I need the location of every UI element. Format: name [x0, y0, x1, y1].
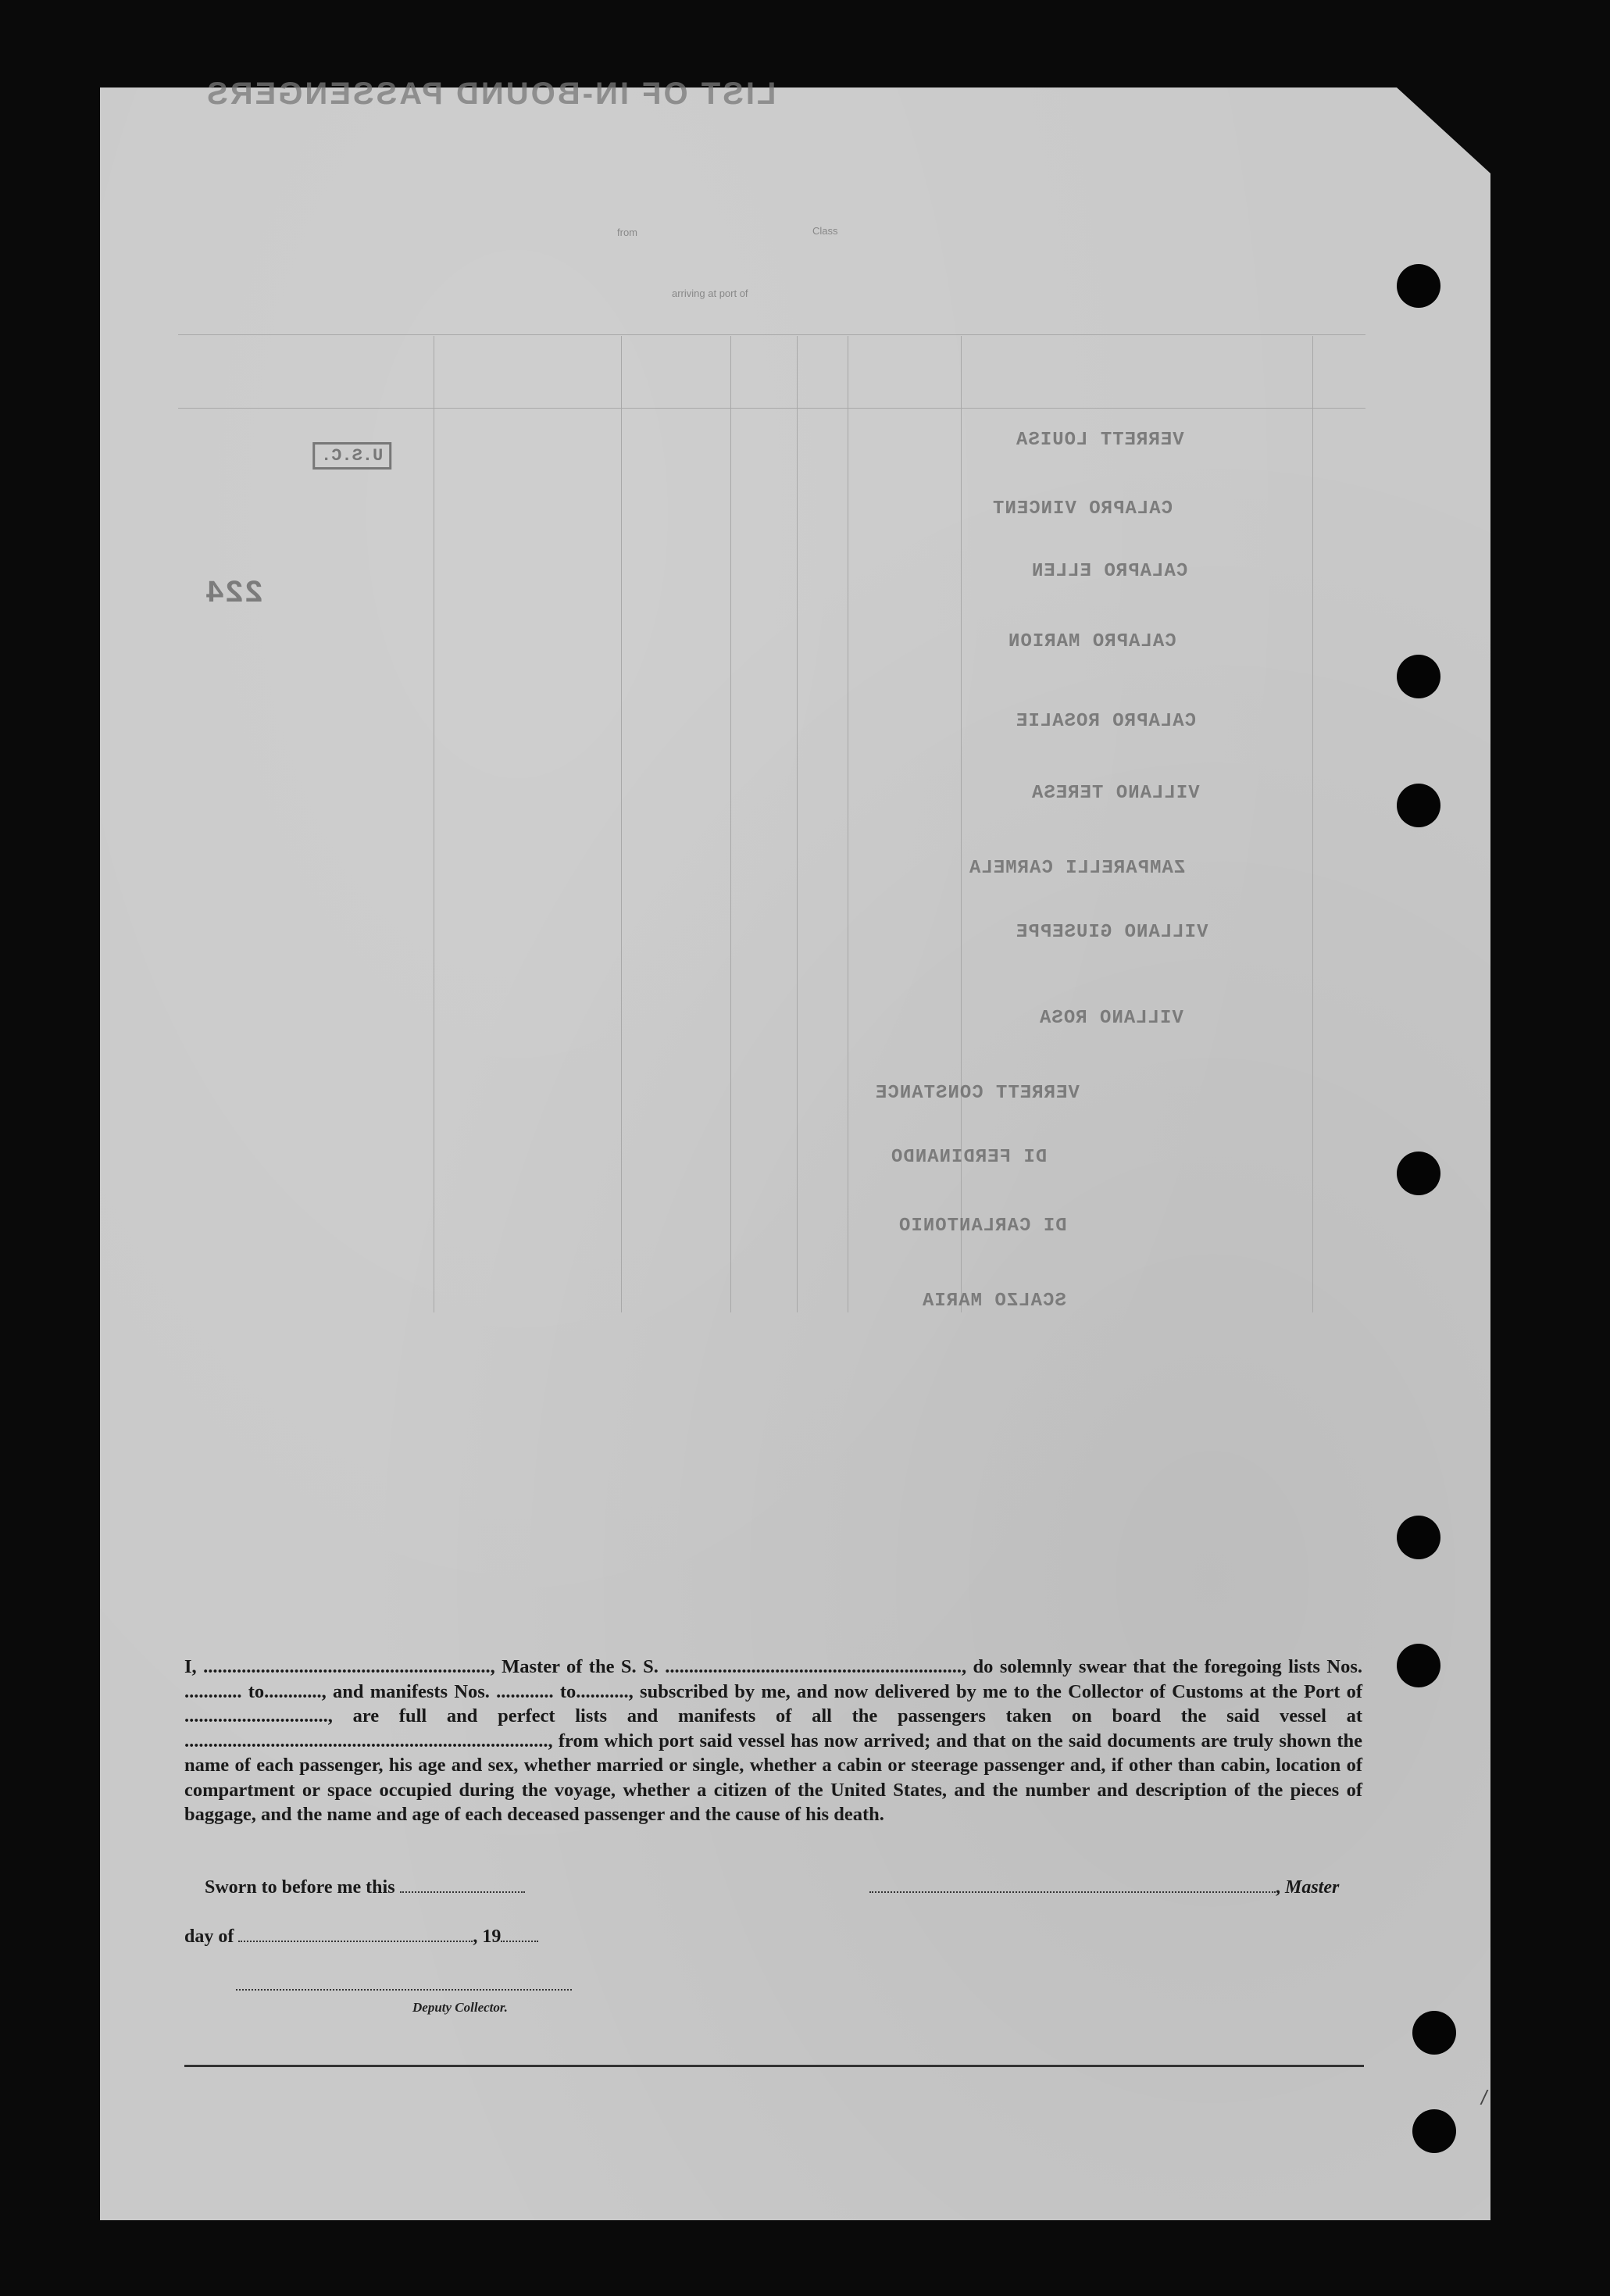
punch-hole: [1397, 1152, 1440, 1195]
faded-rule: [621, 336, 622, 1312]
punch-hole: [1397, 784, 1440, 827]
faded-arriving-label: arriving at port of: [672, 287, 748, 299]
faded-row: VILLANO ROSA: [1039, 1008, 1183, 1029]
day-of-line: day of , 19: [184, 1926, 538, 1948]
customs-stamp: U.S.C.: [312, 442, 391, 470]
year-blank: [501, 1926, 538, 1942]
faded-row: VILLANO TERESA: [1031, 783, 1200, 804]
punch-hole: [1412, 2109, 1456, 2153]
faded-class-label: Class: [812, 225, 838, 237]
year-prefix: 19: [482, 1926, 502, 1947]
torn-corner: [1397, 87, 1490, 173]
day-of-label: day of: [184, 1926, 234, 1947]
faded-row: CALAPRO VINCENT: [992, 498, 1173, 520]
sworn-line: [205, 1877, 525, 1898]
faded-rule: [178, 334, 1365, 335]
punch-hole: [1397, 1516, 1440, 1559]
sworn-label: Sworn to before me this: [205, 1877, 395, 1898]
bottom-rule: [184, 2065, 1364, 2067]
faded-row: DI CARLANTONIO: [898, 1216, 1067, 1237]
faded-row: ZAMPARELLI CARMELA: [969, 858, 1186, 879]
deputy-collector-caption: Deputy Collector.: [412, 2000, 508, 2015]
faded-row: VILLANO GIUSEPPE: [1016, 922, 1208, 943]
master-signature-blank: [869, 1877, 1276, 1893]
master-signature-line: , Master: [869, 1877, 1339, 1898]
faded-row: SCALZO MARIA: [922, 1291, 1066, 1312]
faded-row: CALAPRO ROSALIE: [1016, 711, 1197, 732]
margin-mark: /: [1481, 2086, 1487, 2109]
master-label: Master: [1285, 1877, 1340, 1898]
deputy-signature-line: [236, 1975, 572, 1996]
punch-hole: [1412, 2011, 1456, 2055]
faded-row: CALAPRO MARION: [1008, 631, 1176, 652]
deputy-signature-blank: [236, 1975, 572, 1991]
sworn-date-blank: [400, 1877, 525, 1893]
faded-rule: [178, 408, 1365, 409]
faded-from-label: from: [617, 227, 637, 238]
faded-rule: [730, 336, 731, 1312]
punch-hole: [1397, 264, 1440, 308]
faded-rule: [1312, 336, 1313, 1312]
faded-rule: [797, 336, 798, 1312]
faded-row: CALAPRO ELLEN: [1031, 561, 1188, 582]
faded-row: VERRETT CONSTANCE: [875, 1083, 1080, 1104]
faded-row: VERRETT LOUISA: [1016, 430, 1184, 451]
faded-row: DI FERDINANDO: [891, 1147, 1048, 1168]
oath-paragraph: I, ............................................................, Master of the S. S. .............................................................., do solemnly swear that the foregoing lists Nos. ............ to............, and manifests Nos. ............ to..........., subscribed by me, and now delivered by me to the Collector of Customs at the Port of .............................., are full and perfect lists and manifests of all the passengers taken on board the said vessel at ............................................................................, from which port said vessel has now arrived; and that on the said documents are truly shown the name of each passenger, his age and sex, whether married or single, whether a cabin or steerage passenger and, if other than cabin, location of compartment or space occupied during the voyage, whether a citizen of the United States, and the number and description of the pieces of baggage, and the name and age of each deceased passenger and the cause of his death.: [184, 1656, 1362, 1825]
punch-hole: [1397, 1644, 1440, 1687]
handwritten-number: 224: [205, 577, 264, 612]
day-of-blank: [238, 1926, 473, 1942]
punch-hole: [1397, 655, 1440, 698]
faded-title: LIST OF IN-BOUND PASSENGERS: [205, 77, 776, 111]
